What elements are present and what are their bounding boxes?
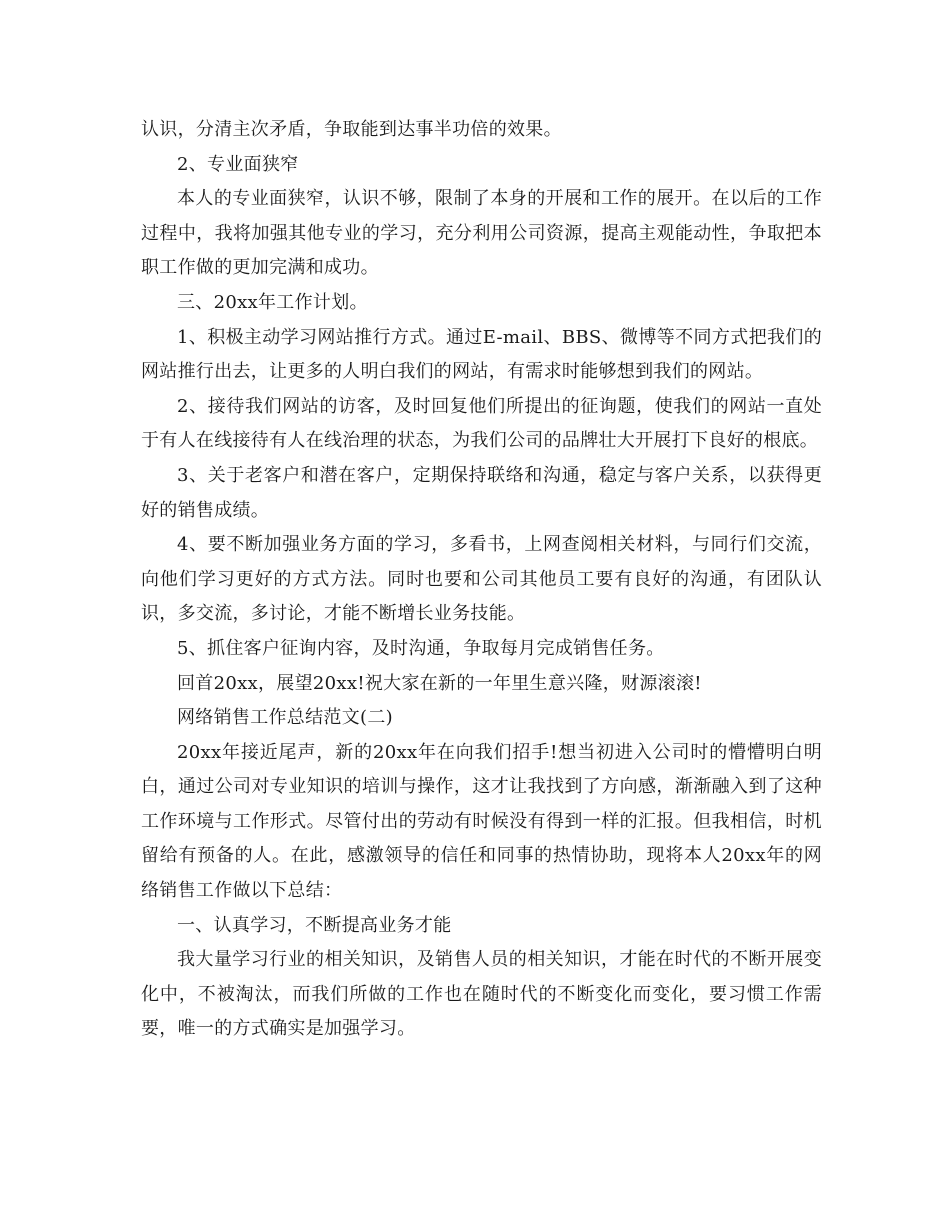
subheading-narrow-specialty: 2、专业面狭窄 (177, 153, 299, 175)
paragraph-specialty: 本人的专业面狭窄，认识不够，限制了本身的开展和工作的展开。在以后的工作过程中，我将加强其他专业的学习，充分利用公司资源，提高主观能动性，争取把本职工作做的更加完满和成功。 (141, 188, 822, 279)
plan-item-4: 4、要不断加强业务方面的学习，多看书，上网查阅相关材料，与同行们交流，向他们学习更好的方式方法。同时也要和公司其他员工要有良好的沟通，有团队认识，多交流，多讨论，才能不断增长业务技能。 (141, 534, 822, 625)
plan-item-1: 1、积极主动学习网站推行方式。通过E-mail、BBS、微博等不同方式把我们的网站推行出去，让更多的人明白我们的网站，有需求时能够想到我们的网站。 (141, 326, 822, 383)
paragraph-continuation: 认识，分清主次矛盾，争取能到达事半功倍的效果。 (141, 119, 562, 140)
closing-wish: 回首20xx，展望20xx!祝大家在新的一年里生意兴隆，财源滚滚! (177, 672, 702, 694)
paragraph-intro: 20xx年接近尾声，新的20xx年在向我们招手!想当初进入公司时的懵懵明白明白，通过公司对专业知识的培训与操作，这才让我找到了方向感，渐渐融入到了这种工作环境与工作形式。尽管付出的劳动有时候没有得到一样的汇报。但我相信，时机留给有预备的人。在此，感激领导的信任和同事的热情协助，现将本人20xx年的网络销售工作做以下总结： (141, 741, 822, 902)
paragraph-study: 我大量学习行业的相关知识，及销售人员的相关知识，才能在时代的不断开展变化中，不被淘汰，而我们所做的工作也在随时代的不断变化而变化，要习惯工作需要，唯一的方式确实是加强学习。 (141, 949, 822, 1040)
heading-study: 一、认真学习，不断提高业务才能 (177, 914, 452, 936)
document-body (141, 113, 822, 1047)
heading-work-plan: 三、20xx年工作计划。 (177, 291, 368, 313)
plan-item-3: 3、关于老客户和潜在客户，定期保持联络和沟通，稳定与客户关系，以获得更好的销售成绩。 (141, 464, 822, 521)
plan-item-5: 5、抓住客户征询内容，及时沟通，争取每月完成销售任务。 (177, 637, 665, 659)
plan-item-2: 2、接待我们网站的访客，及时回复他们所提出的征询题，使我们的网站一直处于有人在线接待有人在线治理的状态，为我们公司的品牌壮大开展打下良好的根底。 (141, 395, 822, 452)
section-title-sample-two: 网络销售工作总结范文(二) (177, 707, 393, 729)
